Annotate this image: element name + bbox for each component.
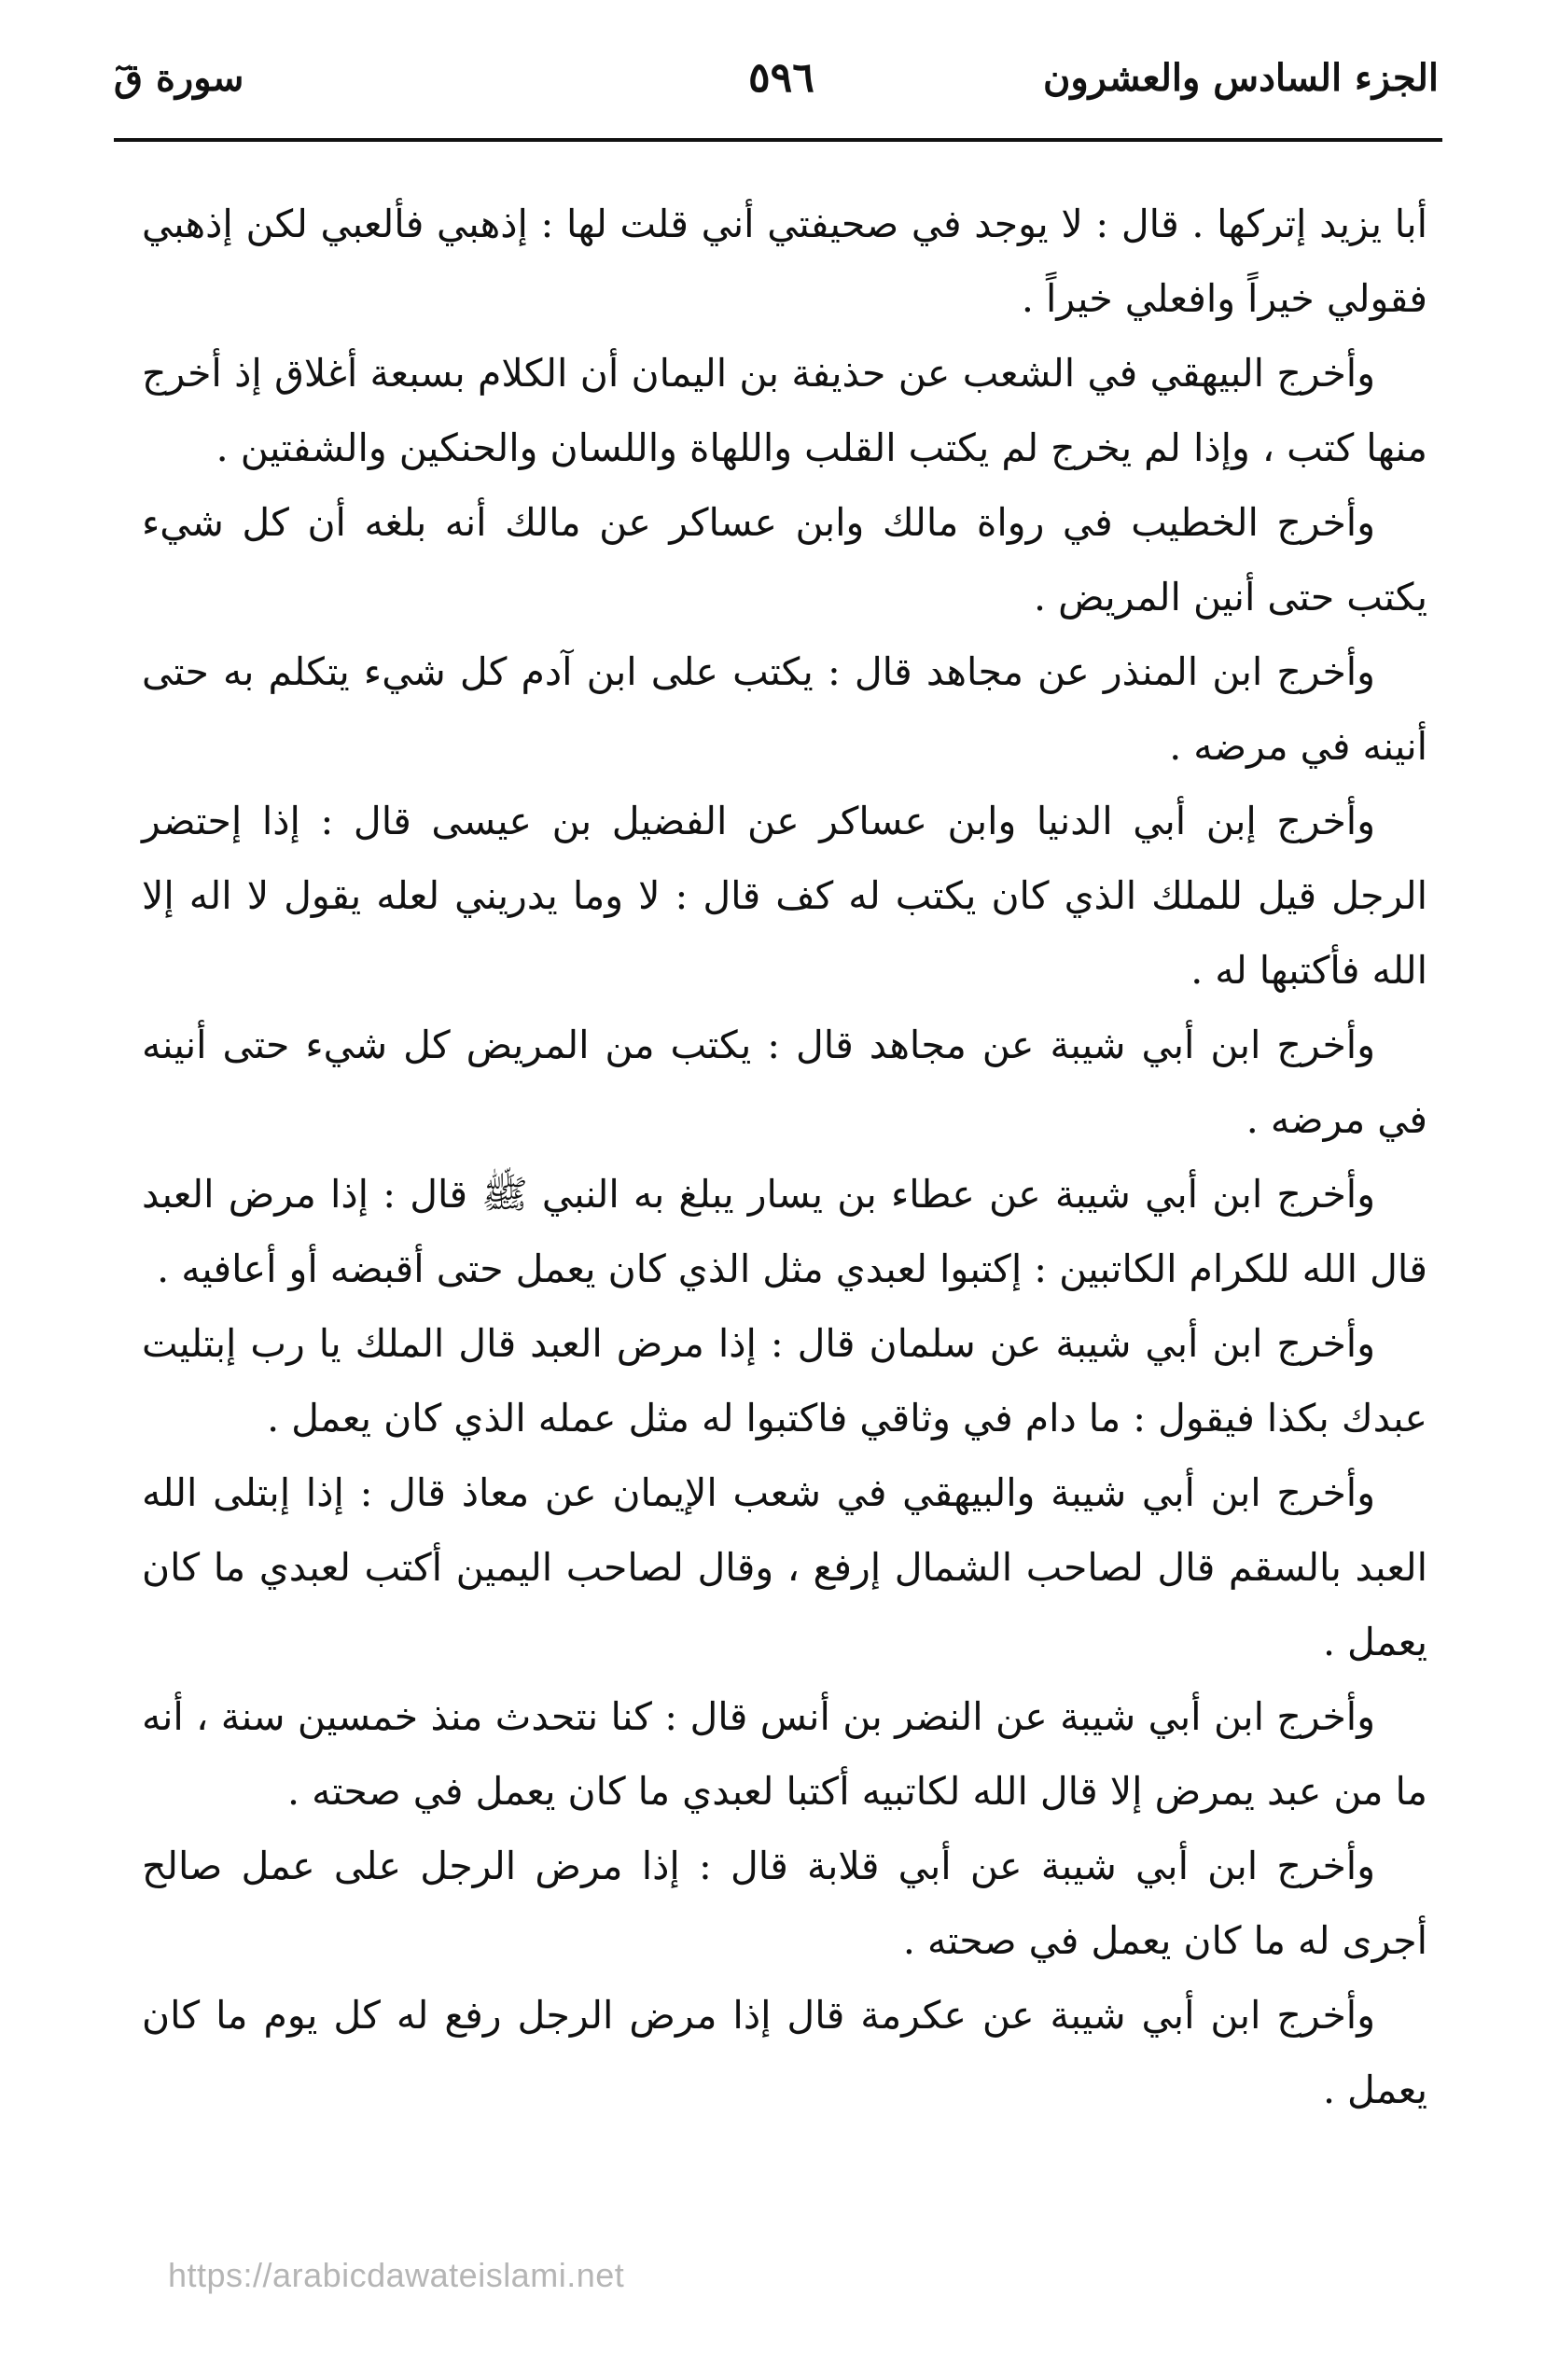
source-watermark: https://arabicdawateislami.net xyxy=(168,2256,625,2294)
paragraph: وأخرج ابن المنذر عن مجاهد قال : يكتب على ابن آدم كل شيء يتكلم به حتى أنينه في مرضه . xyxy=(142,649,1427,769)
running-header xyxy=(114,41,1439,116)
paragraph: وأخرج ابن أبي شيبة عن مجاهد قال : يكتب من المريض كل شيء حتى أنينه في مرضه . xyxy=(142,1023,1427,1142)
surah-title: سورة قٓ xyxy=(114,56,244,100)
paragraph: وأخرج البيهقي في الشعب عن حذيفة بن اليمان أن الكلام بسبعة أغلاق إذ أخرج منها كتب ، وإذا لم يخرج لم يكتب القلب واللهاة واللسان والحنكين والشفتين . xyxy=(142,351,1427,470)
paragraph: وأخرج ابن أبي شيبة عن أبي قلابة قال : إذا مرض الرجل على عمل صالح أجرى له ما كان يعمل في صحته . xyxy=(142,1844,1427,1963)
paragraph: وأخرج ابن أبي شيبة عن عكرمة قال إذا مرض الرجل رفع له كل يوم ما كان يعمل . xyxy=(142,1993,1427,2112)
header-rule xyxy=(114,138,1442,142)
part-title: الجزء السادس والعشرون xyxy=(1042,56,1439,100)
paragraph: أبا يزيد إتركها . قال : لا يوجد في صحيفتي أني قلت لها : إذهبي فألعبي لكن إذهبي فقولي خيراً وافعلي خيراً . xyxy=(142,202,1427,321)
paragraph: وأخرج الخطيب في رواة مالك وابن عساكر عن مالك أنه بلغه أن كل شيء يكتب حتى أنين المريض . xyxy=(142,500,1427,619)
paragraph: وأخرج ابن أبي شيبة عن عطاء بن يسار يبلغ به النبي ﷺ قال : إذا مرض العبد قال الله للكرام الكاتبين : إكتبوا لعبدي مثل الذي كان يعمل حتى أقبضه أو أعافيه . xyxy=(142,1172,1427,1291)
page-number: ٥٩٦ xyxy=(748,54,814,102)
paragraph: وأخرج ابن أبي شيبة عن النضر بن أنس قال : كنا نتحدث منذ خمسين سنة ، أنه ما من عبد يمرض إلا قال الله لكاتبيه أكتبا لعبدي ما كان يعمل في صحته . xyxy=(142,1694,1427,1814)
paragraph: وأخرج إبن أبي الدنيا وابن عساكر عن الفضيل بن عيسى قال : إذا إحتضر الرجل قيل للملك الذي كان يكتب له كف قال : لا وما يدريني لعله يقول لا اله إلا الله فأكتبها له . xyxy=(142,799,1427,993)
page-body xyxy=(142,187,1427,2127)
paragraph: وأخرج ابن أبي شيبة والبيهقي في شعب الإيمان عن معاذ قال : إذا إبتلى الله العبد بالسقم قال لصاحب الشمال إرفع ، وقال لصاحب اليمين أكتب لعبدي ما كان يعمل . xyxy=(142,1470,1427,1664)
paragraph: وأخرج ابن أبي شيبة عن سلمان قال : إذا مرض العبد قال الملك يا رب إبتليت عبدك بكذا فيقول : ما دام في وثاقي فاكتبوا له مثل عمله الذي كان يعمل . xyxy=(142,1321,1427,1441)
